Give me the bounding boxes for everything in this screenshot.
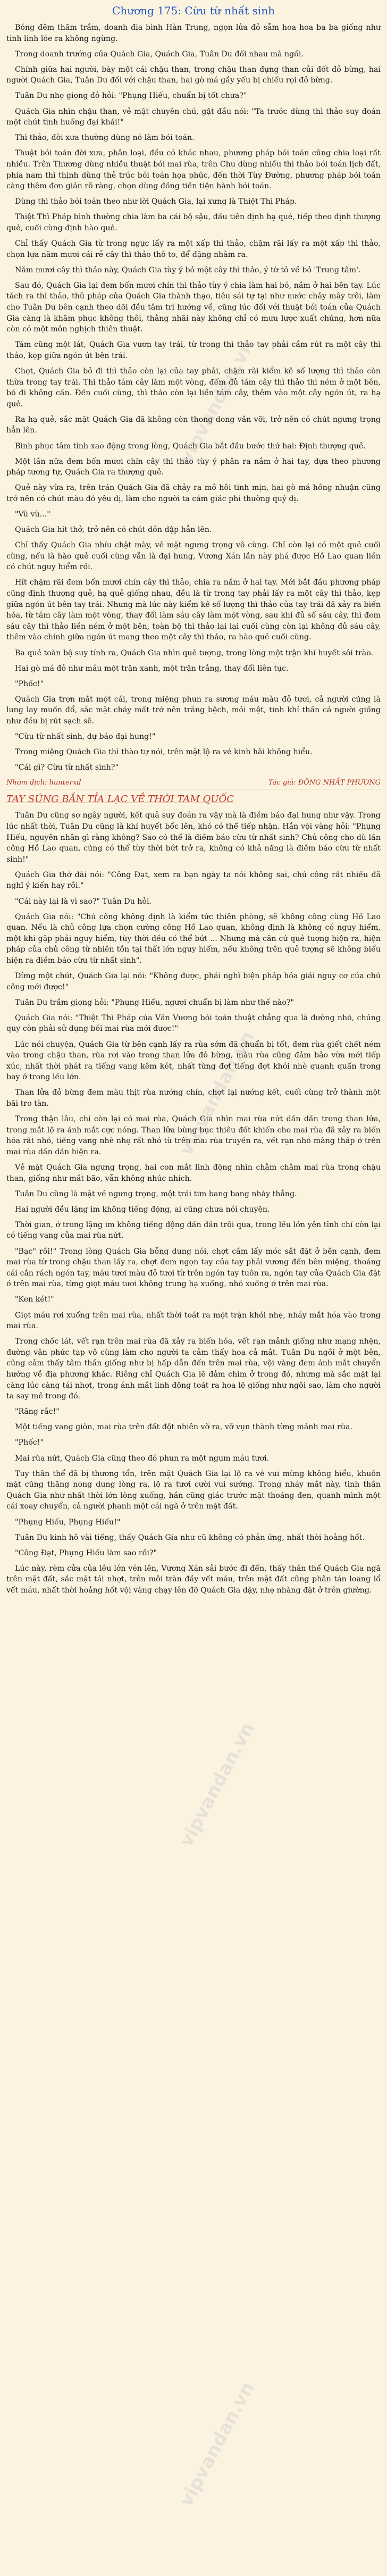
paragraph: "Bạc" rồi!" Trong lòng Quách Gia bỗng dung nói, chợt cầm lấy móc sắt đặt ở bên cạnh, đem mai rùa từ trong chậu than lấy ra, chợt đem ngọn tay của tay phải vương đến bên miệng, thoáng cái cắn rách ngón tay, máu tươi màu đỏ tươi từ trên ngón tay tuôn ra, ngón tay của Quách Gia đặt ở trên mai rùa, từng giọt máu tươi không trung hạ xuống, nhỏ xuống ở trên mai rùa. bbox=[6, 1247, 381, 1289]
paragraph: Quách Gia trợn mắt một cái, trong miệng phun ra sương máu màu đỏ tươi, cả người cũng là lung lay muốn đổ, sắc mặt chảy mất trở nên trắng bệch, mỏi mệt, tinh khí thần cả người giống như đều bị rút sạch sẽ. bbox=[6, 695, 381, 726]
paragraph: Quách Gia nhìn chậu than, vẻ mặt chuyên chú, gật đầu nói: "Ta trước dùng thì thảo suy đoán một chút tình huống đại khái!" bbox=[6, 107, 381, 127]
paragraph: Lúc nói chuyện, Quách Gia từ bên cạnh lấy ra rùa sớm đã chuẩn bị tốt, đem rùa giết chết ném vào trong chậu than, rùa rơi vào trong than lửa đỏ bừng, màu rùa cũng đảm bảo vừa mới tiếp xúc, nhất thời phát ra tiếng vang kêm két, nhất từng đợt tiếng đợt khói nhè quanh quẩn trong bay ở trong lều lớn. bbox=[6, 1040, 381, 1082]
paragraph: Thì thảo, đời xưa thường dùng nó làm bói toán. bbox=[15, 134, 195, 143]
paragraph: Thuật bói toán đời xưa, phân loại, đều có khác nhau, phương pháp bói toán cũng chia loại rất nhiều. Trên Thương dùng nhiều thuật bói mai rùa, trên Chu dùng nhiều thì thảo bói toán lịch đất, phía nam thì thịnh dùng thẻ trúc bói toán họa phúc, đến thời Tùy Đường, phương pháp bói toán càng thêm đơn giản rõ ràng, chọn dùng đồng tiền tiện hành bói toán. bbox=[6, 149, 381, 191]
author-credit: Tác giả: ĐÔNG NHẤT PHƯƠNG bbox=[268, 779, 381, 787]
paragraph: Hít chậm rãi đem bốn mươi chín cây thì thảo, chia ra nắm ở hai tay. Mới bắt đầu phương pháp cũng định thượng quẻ, hạ quẻ giống nhau, đều là từ trong tay phải lấy ra một cây thì thảo, kẹp giữa ngón út bên tay trái. Nhưng mà lúc này kiểm kê số lượng thì thảo của tay trái đã xảy ra biến hóa, từ tám cây làm một vòng, thay đổi làm sáu cây làm một vòng, sau khi đủ số sáu cây, thì đem sáu cây thì thảo liền ném ở một bên, toàn bộ thì thảo lại lại cuối cùng còn lại không đủ sáu cây, thêm vào chính giữa ngón út mang theo một cây thì thảo, ra hào quẻ cuối cùng. bbox=[6, 578, 381, 642]
paragraph: "Phốc!" bbox=[15, 1438, 44, 1447]
paragraph: Một tiếng vang giòn, mai rùa trên đất đột nhiên vỡ ra, vỡ vụn thành từng mảnh mai rùa. bbox=[15, 1423, 352, 1432]
paragraph: Quách Gia nói: "Chủ công không định là kiểm tức thiên phòng, sẽ không công cùng Hồ Lao quan. Nếu là chủ công lựa chọn cường công Hồ Lao quan, không định là không có nguy hiểm, một khi gặp phải nguy hiểm, tùy thời đều có thể bứt ... Nhưng mà căn cứ quẻ tượng hiện ra, hiện pháp của chủ công từ nhiên tồn tại thất lớn nguy hiểm, nếu không trên quẻ tượng sẽ không biểu hiện ra điềm báo cừu từ nhất sinh". bbox=[6, 912, 381, 965]
paragraph: Tuân Du kinh hô vài tiếng, thấy Quách Gia như cũ không có phản ứng, nhất thời hoảng hốt. bbox=[15, 1533, 365, 1542]
paragraph: Tuân Du trầm giọng hỏi: "Phụng Hiếu, ngươi chuẩn bị làm như thế nào?" bbox=[15, 998, 294, 1007]
chapter-body-continued bbox=[6, 810, 381, 1596]
paragraph: Năm mươi cây thì thảo này, Quách Gia tùy ý bỏ một cây thì thảo, ý từ tỏ về bỏ 'Trung tâm'. bbox=[15, 265, 361, 274]
paragraph: "Cái này lại là vì sao?" Tuân Du hỏi. bbox=[15, 897, 152, 906]
paragraph: Thiệt Thì Pháp bình thường chia làm ba cái bộ sậu, đầu tiên định hạ quẻ, tiếp theo định thượng quẻ, cuối cùng định hào quẻ. bbox=[6, 213, 381, 232]
paragraph: "Vù vù..." bbox=[15, 510, 51, 519]
paragraph: Tuân Du nhẹ giọng đỏ hỏi: "Phụng Hiếu, chuẩn bị tốt chưa?" bbox=[15, 91, 247, 101]
paragraph: Chỉ thấy Quách Gia từ trong ngực lấy ra một xấp thì thảo, chậm rãi lấy ra một xấp thì thảo, chọn lựa năm mươi cái rễ cây thì thảo thô to, để đặng nhằm ra. bbox=[6, 239, 381, 259]
paragraph: Thời gian, ở trong lặng im không tiếng động dần dần trôi qua, trong lều lớn yên tĩnh chỉ còn lại có tiếng vang của mai rùa nứt. bbox=[6, 1220, 381, 1240]
paragraph: "Răng rắc!" bbox=[15, 1407, 60, 1416]
paragraph: Hai gò má đỏ như máu một trận xanh, một trận trắng, thay đổi liên tục. bbox=[15, 664, 289, 673]
credits-bar bbox=[6, 778, 381, 789]
paragraph: "Cừu từ nhất sinh, dự báo đại hung!" bbox=[15, 732, 156, 741]
chapter-body bbox=[6, 22, 381, 773]
paragraph: "Công Đạt, Phụng Hiếu làm sao rồi?" bbox=[15, 1548, 157, 1557]
paragraph: Dùng thì thảo bói toán theo như lời Quách Gia, lại xưng là Thiệt Thì Pháp. bbox=[15, 197, 297, 206]
paragraph: "Ken két!" bbox=[15, 1295, 54, 1304]
paragraph: Trong chốc lát, vết rạn trên mai rùa đã xảy ra biến hóa, vết rạn mảnh giống như mạng nhện, đường vân phức tạp vô cùng làm cho người ta cảm thấy hoa cả mắt. Tuân Du ngồi ở một bên, cũng cảm thấy tâm thần giống như bị hấp dẫn đến trên mai rùa, vội vàng đem ánh mắt chuyển hướng về địa phương khác. Riêng chỉ Quách Gia lẽ đảm chìm ở trong đó, nhưng mà sắc mặt lại càng lúc càng tái nhợt, trong ánh mắt linh động toát ra hoa lệ giống như ngôi sao, làm cho người ta say mê trong đó. bbox=[6, 1337, 381, 1401]
paragraph: Tuy thân thể đã bị thương tổn, trên mặt Quách Gia lại lộ ra vẻ vui mừng không hiểu, khuôn mặt cũng thăng nong dung lòng ra, lộ ra tươi cười vui sướng. Trong nháy mắt này, tinh thần Quách Gia như nhất thời lớn lòng xuống, hắn cũng giác trước mặt thoáng đen, quanh mình một cái xoay chuyển, cả người phanh một cái ngã ở trên mặt đất. bbox=[6, 1469, 381, 1511]
paragraph: Ba quẻ toàn bộ suy tính ra, Quách Gia nhìn quẻ tượng, trong lòng một trận khí huyết sôi trào. bbox=[15, 648, 374, 657]
paragraph: Dừng một chút, Quách Gia lại nói: "Không được, phải nghĩ biện pháp hóa giải nguy cơ của chủ công mới được!" bbox=[6, 972, 381, 991]
paragraph: Than lửa đỏ bừng đem màu thịt rùa nướng chín, chợt lại nướng kết, cuối cùng trở thành một bãi tro tàn. bbox=[6, 1088, 381, 1108]
paragraph: Tuân Du cũng sợ ngây người, kết quả suy đoán ra vậy mà là điềm báo đại hung như vậy. Trong lúc nhất thời, Tuân Du cũng là khí huyết bốc lên, khó có thể tiếp nhận. Hắn vội vàng hỏi: "Phụng Hiếu, nguyên nhân gì ràng không? Sao có thể là điềm báo cừu từ nhất sinh? Chủ công cho dù lần công Hồ Lao quan, cũng có thể tùy thời bứt trở ra, không có khả năng là điềm báo cừu từ nhất sinh!" bbox=[6, 811, 381, 864]
paragraph: Một lần nữa đem bốn mươi chín cây thì thảo tùy ý phân ra nắm ở hai tay, dựa theo phương pháp tương tự, Quách Gia ra thượng quẻ. bbox=[6, 457, 381, 477]
paragraph: Lúc này, rèm cửa của lều lớn vén lên, Vương Xán sải bước đi đến, thấy thân thể Quách Gia ngã trên mặt đất, sắc mặt tái nhợt, trên môi tràn đầy vết máu, trên mặt đất cũng phân tán loang lổ vết máu, nhất thời hoảng hốt vội vàng chạy lên đỡ Quách Gia dậy, nhẹ nhàng đặt ở trên giường. bbox=[6, 1564, 381, 1595]
paragraph: "Cái gì? Cừu từ nhất sinh?" bbox=[15, 763, 119, 772]
paragraph: Quách Gia hít thở, trở nên có chút dồn dập hẳn lên. bbox=[15, 526, 212, 535]
paragraph: Trong miệng Quách Gia thì thào tự nói, trên mặt lộ ra vẻ kinh hãi không hiểu. bbox=[15, 748, 313, 757]
watermark-3: vipvandan.vn bbox=[175, 1719, 259, 1850]
paragraph: Tám cũng một lát, Quách Gia vươn tay trái, từ trong thì thảo tay phải cầm rút ra một cây thì thảo, kẹp giữa ngón út bên trái. bbox=[6, 340, 381, 360]
paragraph: Bóng đêm thăm trầm, doanh địa bình Hàn Trung, ngọn lửa đỏ sẫm hoa hoa ba ba giống như tinh linh lóe ra không ngừng. bbox=[6, 23, 381, 43]
paragraph: Hai người đều lặng im không tiếng động, ai cũng chưa nói chuyện. bbox=[15, 1205, 270, 1214]
watermark-4: vipvandan.vn bbox=[175, 2378, 259, 2510]
paragraph: Giọt máu rơi xuống trên mai rùa, nhất thời toát ra một trận khói nhẹ, nháy mắt hóa vào trong mai rùa. bbox=[6, 1311, 381, 1331]
paragraph: Vẻ mặt Quách Gia ngưng trọng, hai con mắt linh động nhìn chằm chằm mai rùa trong chậu than, giống như mắt bão, vẫn không nhúc nhích. bbox=[6, 1163, 381, 1183]
paragraph: Trong thận lâu, chỉ còn lại có mai rùa, Quách Gia nhìn mai rùa nứt dần dần trong than lửa, trong mắt lộ ra ánh mắt cực nóng. Than lửa bùng bục thiêu đốt khiến cho mai rùa đã xảy ra biến hóa rất nhỏ, tiếng vang nhè nhẹ rất nhỏ từ trên mai rùa truyền ra, vết rạn nhỏ màng thấp ở trên mai rùa dần dần hiện ra. bbox=[6, 1115, 381, 1156]
paragraph: Quẻ này vừa ra, trên trán Quách Gia đã chảy ra mồ hôi tinh mịn, hai gò má hồng nhuận cũng trở nên có chút màu đỏ yêu dị, làm cho người ta cảm giác phi thường quỷ dị. bbox=[6, 483, 381, 503]
chapter-title: Chương 175: Cừu từ nhất sinh bbox=[112, 4, 275, 17]
paragraph: Tuân Du cũng là mặt vẻ ngưng trọng, một trái tim bang bang nhảy thẳng. bbox=[15, 1189, 297, 1198]
book-title: TAY SÚNG BẮN TỈA LẠC VỀ THỜI TAM QUỐC bbox=[6, 794, 234, 805]
paragraph: Mai rùa nứt, Quách Gia cũng theo đó phun ra một ngụm máu tươi. bbox=[15, 1454, 270, 1463]
paragraph: "Phụng Hiếu, Phụng Hiếu!" bbox=[15, 1518, 121, 1527]
paragraph: Ra hạ quẻ, sắc mặt Quách Gia đã không còn thong dong vân vỡi, trở nên có chút ngưng trọng hẳn lên. bbox=[6, 415, 381, 435]
paragraph: Chính giữa hai người, bày một cái chậu than, trong chậu than đựng than củi đốt đỏ bừng, hai người Quách Gia, Tuân Du đối với chậu than, hai gò má gầy yếu bị chiếu rọi đỏ bừng. bbox=[6, 65, 381, 85]
paragraph: "Phốc!" bbox=[15, 679, 44, 688]
watermark-2: vipvandan.vn bbox=[175, 1027, 259, 1159]
paragraph: Quách Gia nói: "Thiệt Thì Pháp của Văn Vương bói toán thuật chẳng qua là đường nhỏ, chúng quy còn phải sử dụng bói mai rùa mới được!" bbox=[6, 1013, 381, 1033]
paragraph: Chợt, Quách Gia bỏ đi thì thảo còn lại của tay phải, chậm rãi kiểm kê số lượng thì thảo còn thừa trong tay trái. Thì thảo tám cây làm một vòng, đếm đủ tám cây thì thảo thì ném ở một bên, bỏ đi không cần. Đến cuối cùng, thì thảo còn lại liền tám cây, thêm vào một cây ngón út, ra hạ quẻ. bbox=[6, 366, 381, 409]
translator-credit: Nhóm dịch: hunterxd bbox=[6, 779, 81, 787]
paragraph: Quách Gia thở dài nói: "Công Đạt, xem ra bạn ngày ta nói không sai, chủ công rất nhiều đã nghĩ ý kiến hay rồi." bbox=[6, 870, 381, 890]
paragraph: Chỉ thấy Quách Gia nhíu chặt mày, vẻ mặt ngưng trọng vô cùng. Chỉ còn lại có một quẻ cuối cùng, nếu là hào quẻ cuối cùng vẫn là đại hung, Vương Xán lần này phá được Hồ Lao quan liền có chút nguy hiểm rồi. bbox=[6, 541, 381, 572]
watermark-1: vipvandan.vn bbox=[175, 336, 259, 468]
paragraph: Bình phục tâm tình xao động trong lòng, Quách Gia bắt đầu bước thứ hai: Định thượng quẻ. bbox=[15, 441, 366, 451]
paragraph: Trong doanh trướng của Quách Gia, Quách Gia, Tuân Du đối nhau mà ngồi. bbox=[15, 49, 304, 59]
paragraph: Sau đó, Quách Gia lại đem bốn mươi chín thì thảo tùy ý chia làm hai bó, nắm ở hai bên tay. Lúc tách ra thì thảo, thủ pháp của Quách Gia thành thạo, tiêu sái tự tại như nước chảy mây trôi, làm cho Tuân Du bên cạnh theo dõi đều tâm trí hướng về, cũng lúc đối với thuật bói toán của Quách Gia càng là khâm phục không thôi, thằng nhãi này không chỉ có mưu lược xuất chúng, hơn nữa còn có một môn nghịch thiên thuật. bbox=[6, 281, 381, 334]
